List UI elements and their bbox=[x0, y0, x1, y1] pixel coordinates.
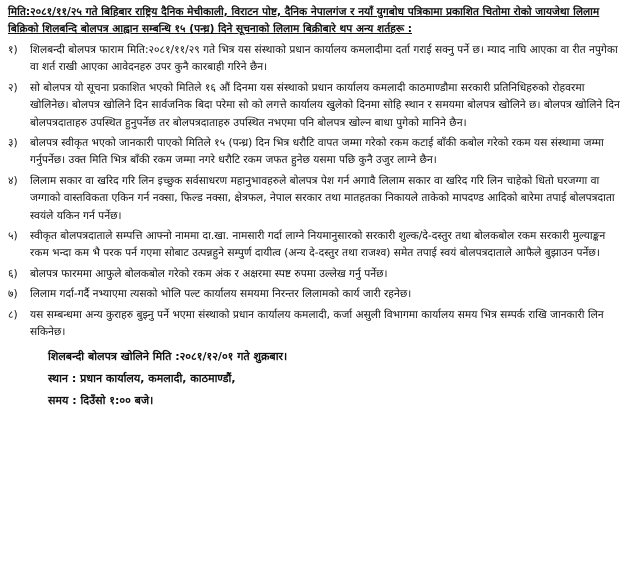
condition-text: शिलबन्दी बोलपत्र फाराम मिति:२०८१/११/२९ गते भित्र यस संस्थाको प्रधान कार्यालय कमलादीमा दर्ता गराई सक्नु पर्ने छ। म्याद नाघि आएका वा रीत नपुगेका वा शर्त राखी आएका आवेदनहरु उपर कुनै कारबाही गरिने छैन। bbox=[30, 44, 618, 74]
condition-text: लिलाम गर्दा-गर्दै नभ्याएमा त्यसको भोलि पल्ट कार्यालय समयमा निरन्तर लिलामको कार्य जारी रहनेछ। bbox=[30, 288, 412, 301]
condition-number: ६) bbox=[8, 267, 18, 280]
condition-item bbox=[8, 228, 624, 263]
condition-item bbox=[8, 286, 624, 303]
condition-text: स्वीकृत बोलपत्रदाताले सम्पत्ति आफ्नो नाममा दा.खा. नामसारी गर्दा लाग्ने नियमानुसारको सरकारी शुल्क/दे-दस्तुर तथा बोलकबोल रकम सरकारी मुल्याङ्कन रकम भन्दा कम भै परक पर्न गएमा सोबाट उत्पन्नहुने सम्पुर्ण दायीत्व (अन्य दे-दस्तुर तथा राजश्व) समेत तपाई स्वयं बोलपत्रदाताले आफैले बुझाउन पर्नेछ। bbox=[30, 230, 606, 260]
condition-item bbox=[8, 135, 624, 170]
condition-text: लिलाम सकार वा खरिद गरि लिन इच्छुक सर्वसाधरण महानुभावहरुले बोलपत्र पेश गर्न अगावै लिलाम सकार वा खरिद गरि लिन चाहेको धितो घरजग्गा वा जग्गाको वास्तविकता एकिन गर्न नक्सा, फिल्ड नक्सा, क्षेत्रफल, नेपाल सरकार तथा मातहतका निकायले ताकेको मापदण्ड आदिको बारेमा तपाई बोलपत्रदाता स्वयंले यकिन गर्न पर्नेछ। bbox=[30, 174, 615, 222]
condition-text: बोलपत्र स्वीकृत भएको जानकारी पाएको मितिले १५ (पन्ध्र) दिन भित्र धरौटि वापत जम्मा गरेको रकम कटाई बाँकी कबोल गरेको रकम यस संस्थामा जम्मा गर्नुपर्नेछ। उक्त मिति भित्र बाँकी रकम जम्मा नगरे धरौटि रकम जफत हुनेछ यसमा पछि कुनै उजुर लाग्ने छैन। bbox=[30, 137, 604, 167]
opening-place: स्थान : प्रधान कार्यालय, कमलादी, काठमाण्डौं, bbox=[48, 371, 236, 385]
condition-text: यस सम्बन्धमा अन्य कुराहरु बुझ्नु पर्ने भएमा संस्थाको प्रधान कार्यालय कमलादी, कर्जा असुली विभागमा कार्यालय समय भित्र सम्पर्क राखि जानकारी लिन सकिनेछ। bbox=[30, 308, 604, 339]
condition-item bbox=[8, 173, 624, 225]
condition-item bbox=[8, 80, 624, 132]
condition-number: ५) bbox=[8, 230, 18, 243]
opening-time: समय : दिउँसो १:०० बजे। bbox=[48, 393, 154, 407]
condition-item bbox=[8, 42, 624, 77]
condition-number: ८) bbox=[8, 308, 18, 321]
condition-number: ४) bbox=[8, 174, 18, 187]
condition-number: २) bbox=[8, 81, 18, 94]
condition-number: १) bbox=[8, 44, 18, 56]
conditions-list bbox=[8, 42, 624, 342]
condition-item bbox=[8, 307, 624, 342]
condition-number: ७) bbox=[8, 288, 18, 301]
condition-item bbox=[8, 266, 624, 283]
condition-text: बोलपत्र फारममा आफुले बोलकबोल गरेको रकम अंक र अक्षरमा स्पष्ट रुपमा उल्लेख गर्नु पर्नेछ। bbox=[30, 267, 388, 280]
notice-heading: मिति:२०८१/११/२५ गते बिहिबार राष्ट्रिय दैनिक मेचीकाली, विराटन पोष्ट, दैनिक नेपालगंज र नयाँ युगबोध पत्रिकामा प्रकाशित चितोमा रोको जायजेथा लिलाम बिक्रिको शिलबन्दि बोलपत्र आह्वान सम्बन्धि १५ (पन्ध्र) दिने सूचनाको लिलाम बिक्रीबारे थप अन्य शर्तहरू : bbox=[8, 6, 600, 35]
condition-text: सो बोलपत्र यो सूचना प्रकाशित भएको मितिले १६ औं दिनमा यस संस्थाको प्रधान कार्यालय कमलादी काठमाण्डौमा सरकारी प्रतिनिधिहरुको रोहवरमा खोलिनेछ। बोलपत्र खोलिने दिन सार्वजनिक बिदा परेमा सो को लगत्ते कार्यालय खुलेको दिनमा सोहि स्थान र समयमा बोलपत्र खोलिने छ। बोलपत्र खोलिने दिन बोलपत्रदाताहरु उपस्थित हुनुपर्नेछ तर बोलपत्रदाताहरु उपस्थित नभएमा पनि बोलपत्र खोल्न बाधा पुगेको मानिने छैन। bbox=[30, 81, 620, 129]
opening-details bbox=[8, 346, 624, 412]
condition-number: ३) bbox=[8, 137, 18, 150]
opening-date: शिलबन्दी बोलपत्र खोलिने मिति :२०८१/१२/०१ गते शुक्रबार। bbox=[48, 349, 288, 363]
